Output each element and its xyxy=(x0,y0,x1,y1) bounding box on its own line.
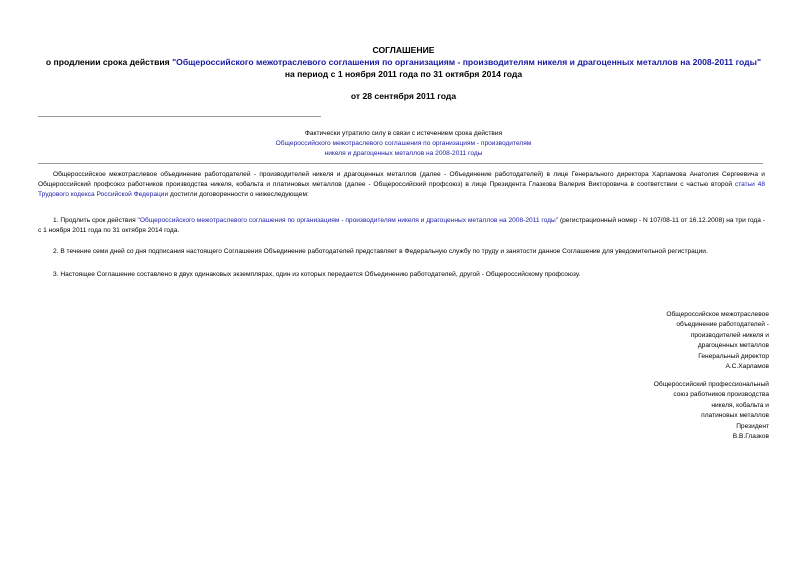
item-1-text-2: (регистрационный номер - N 107/08-11 от 16.12.2008) на три года - с 1 ноября 2011 года по 31 октября 2014 года. xyxy=(38,217,765,235)
item-2-paragraph: 2. В течение семи дней со дня подписания настоящего Соглашения Объединение работодателей представляет в Федеральную службу по труду и занятости данное Соглашение для уведомительной регистрации. xyxy=(53,248,708,255)
intro-text-2: достигли договоренности о нижеследующем: xyxy=(168,191,309,199)
item-1-text-1: 1. Продлить срок действия xyxy=(53,217,138,224)
employers-signatory-name: А.С.Харламов xyxy=(725,363,769,371)
status-link-line1[interactable]: Общероссийского межотраслевого соглашения по организациям - производителям xyxy=(275,140,532,147)
document-subtitle xyxy=(46,57,761,79)
status-link-line2[interactable]: никеля и драгоценных металлов на 2008-2011 годы xyxy=(324,150,483,157)
employers-signature-block xyxy=(666,310,769,372)
employers-org-line1: Общероссийское межотраслевое xyxy=(666,311,769,318)
employers-org-line2: объединение работодателей - xyxy=(676,321,769,329)
status-text: Фактически утратило силу в связи с истечением срока действия xyxy=(304,130,503,137)
union-signature-block xyxy=(654,380,769,442)
employers-org-line3: производителей никеля и xyxy=(690,331,769,339)
intro-text-1: Общероссийское межотраслевое объединение работодателей - производителей никеля и драгоценных металлов (далее - Объединение работодателей) в лице Генерального директора Харламова Анатолия Сергеевича и Общероссийский профсоюз работников производства никеля, кобальта и платиновых металлов (далее - Общероссийский профсоюз) в лице Президента Глазкова Валерия Викторовича в соответствии с частью второй xyxy=(38,171,765,189)
document-title: СОГЛАШЕНИЕ xyxy=(372,45,435,55)
document-date: от 28 сентября 2011 года xyxy=(350,91,457,101)
item-1-agreement-link[interactable]: "Общероссийского межотраслевого соглашения по организациям - производителям никеля и драгоценных металлов на 2008-2011 годы" xyxy=(137,217,559,224)
union-signatory-name: В.В.Глазков xyxy=(732,433,769,441)
document-header xyxy=(40,44,767,80)
divider-long xyxy=(38,163,763,164)
item-3-paragraph: 3. Настоящее Соглашение составлено в двух одинаковых экземплярах, один из которых передается Объединению работодателей, другой - Общероссийскому профсоюзу. xyxy=(53,271,581,278)
divider-short xyxy=(38,116,321,117)
union-org-line3: никеля, кобальта и xyxy=(711,401,769,409)
union-position: Президент xyxy=(736,422,769,430)
union-org-line2: союз работников производства xyxy=(673,391,769,399)
item-1-paragraph xyxy=(38,216,765,236)
subtitle-prefix: о продлении срока действия xyxy=(45,57,173,67)
subtitle-suffix: на период с 1 ноября 2011 года по 31 октября 2014 года xyxy=(284,69,523,79)
union-org-line1: Общероссийский профессиональный xyxy=(653,381,769,388)
union-org-line4: платиновых металлов xyxy=(701,412,769,420)
labor-code-link[interactable]: статьи 48 Трудового кодекса Российской Федерации xyxy=(38,181,765,199)
intro-paragraph xyxy=(38,170,765,201)
employers-position: Генеральный директор xyxy=(698,352,769,360)
employers-org-line4: драгоценных металлов xyxy=(697,342,769,350)
status-note xyxy=(0,129,807,159)
agreement-link[interactable]: "Общероссийского межотраслевого соглашения по организациям - производителям никеля и драгоценных металлов на 2008-2011 годы" xyxy=(172,57,762,67)
